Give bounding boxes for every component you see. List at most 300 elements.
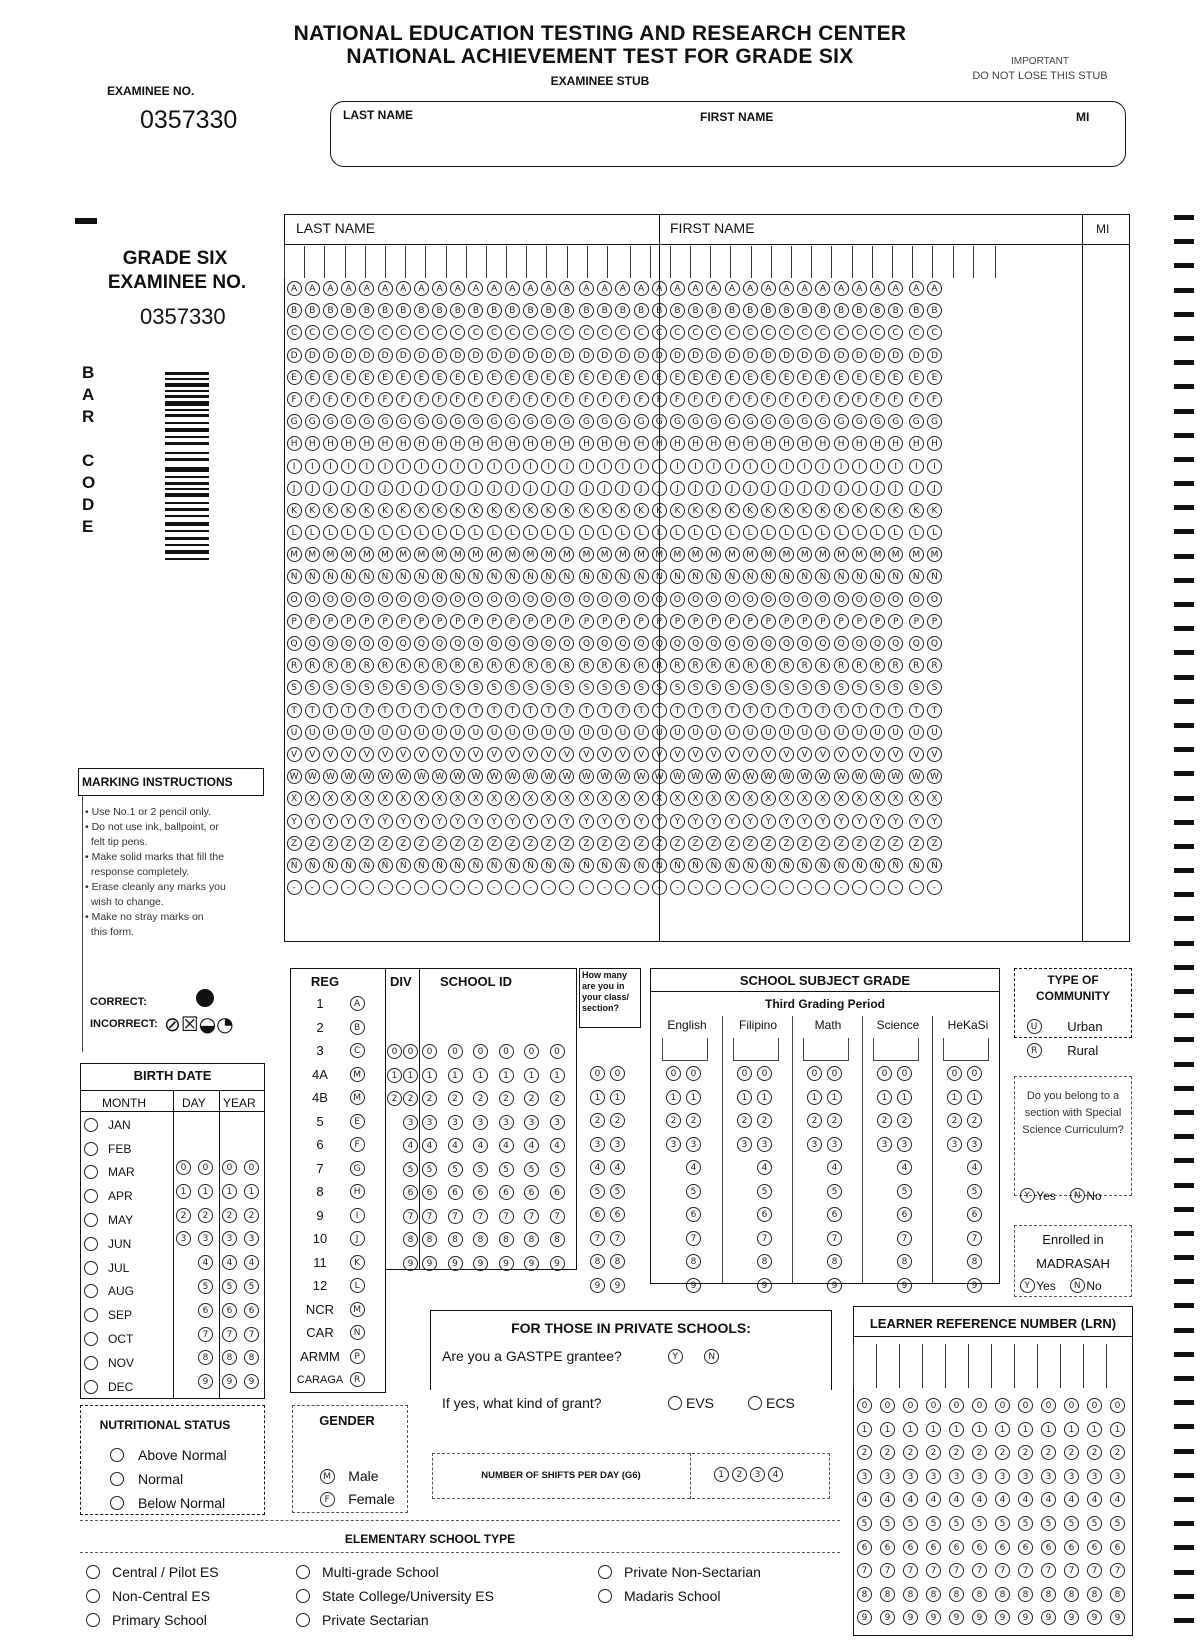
- school-type-bubble[interactable]: [86, 1589, 100, 1603]
- name-bubble[interactable]: N: [597, 569, 612, 584]
- name-bubble[interactable]: O: [559, 592, 574, 607]
- name-bubble[interactable]: V: [468, 747, 483, 762]
- name-bubble[interactable]: E: [652, 370, 667, 385]
- name-bubble[interactable]: G: [359, 414, 374, 429]
- name-bubble[interactable]: V: [634, 747, 649, 762]
- name-bubble[interactable]: P: [579, 614, 594, 629]
- lrn-bubble[interactable]: 6: [1087, 1540, 1102, 1555]
- name-bubble[interactable]: R: [341, 658, 356, 673]
- lrn-bubble[interactable]: 5: [1064, 1516, 1079, 1531]
- name-bubble[interactable]: S: [341, 680, 356, 695]
- name-bubble[interactable]: E: [688, 370, 703, 385]
- name-bubble[interactable]: A: [559, 281, 574, 296]
- name-bubble[interactable]: M: [927, 547, 942, 562]
- school-type-bubble[interactable]: [296, 1613, 310, 1627]
- day-bubble[interactable]: 0: [198, 1160, 213, 1175]
- year-bubble[interactable]: 8: [244, 1350, 259, 1365]
- name-bubble[interactable]: S: [414, 680, 429, 695]
- name-bubble[interactable]: O: [761, 592, 776, 607]
- div-bubble[interactable]: 4: [403, 1138, 418, 1153]
- name-bubble[interactable]: D: [834, 348, 849, 363]
- name-bubble[interactable]: K: [378, 503, 393, 518]
- name-bubble[interactable]: M: [287, 547, 302, 562]
- name-bubble[interactable]: F: [688, 392, 703, 407]
- grade-bubble[interactable]: 4: [827, 1160, 842, 1175]
- region-bubble[interactable]: F: [350, 1137, 365, 1152]
- name-bubble[interactable]: K: [688, 503, 703, 518]
- name-bubble[interactable]: G: [834, 414, 849, 429]
- name-bubble-row[interactable]: [285, 459, 944, 481]
- school-id-bubble[interactable]: 3: [422, 1115, 437, 1130]
- name-bubble[interactable]: C: [761, 325, 776, 340]
- school-type-col1[interactable]: [86, 1560, 219, 1632]
- name-bubble[interactable]: A: [597, 281, 612, 296]
- name-bubble[interactable]: Y: [834, 814, 849, 829]
- name-bubble[interactable]: -: [797, 880, 812, 895]
- name-bubble[interactable]: Y: [378, 814, 393, 829]
- name-bubble[interactable]: E: [927, 370, 942, 385]
- name-bubble[interactable]: R: [909, 658, 924, 673]
- name-bubble[interactable]: Y: [450, 814, 465, 829]
- name-bubble[interactable]: Ñ: [670, 858, 685, 873]
- name-bubble[interactable]: H: [834, 436, 849, 451]
- name-bubble[interactable]: A: [852, 281, 867, 296]
- name-bubble[interactable]: O: [688, 592, 703, 607]
- div-bubble[interactable]: 2: [387, 1091, 402, 1106]
- name-bubble[interactable]: C: [852, 325, 867, 340]
- shift-bubble[interactable]: 4: [768, 1467, 783, 1482]
- name-bubble[interactable]: G: [468, 414, 483, 429]
- lrn-bubble[interactable]: 3: [1041, 1469, 1056, 1484]
- name-bubble[interactable]: S: [305, 680, 320, 695]
- name-bubble[interactable]: I: [870, 459, 885, 474]
- grade-bubble[interactable]: 8: [757, 1254, 772, 1269]
- lrn-bubble[interactable]: 7: [903, 1563, 918, 1578]
- school-id-bubble[interactable]: 5: [550, 1162, 565, 1177]
- name-bubble[interactable]: Q: [615, 636, 630, 651]
- name-bubble[interactable]: S: [797, 680, 812, 695]
- name-bubble[interactable]: P: [725, 614, 740, 629]
- name-bubble[interactable]: I: [706, 459, 721, 474]
- name-bubble[interactable]: T: [579, 703, 594, 718]
- name-bubble[interactable]: W: [541, 769, 556, 784]
- school-id-bubble[interactable]: 5: [524, 1162, 539, 1177]
- lrn-bubble[interactable]: 4: [857, 1492, 872, 1507]
- name-bubble[interactable]: Ñ: [652, 858, 667, 873]
- name-bubble[interactable]: P: [927, 614, 942, 629]
- name-bubble[interactable]: I: [927, 459, 942, 474]
- name-bubble[interactable]: A: [927, 281, 942, 296]
- name-bubble[interactable]: F: [505, 392, 520, 407]
- name-bubble[interactable]: V: [870, 747, 885, 762]
- name-write-cell[interactable]: [630, 246, 650, 278]
- name-bubble[interactable]: -: [743, 880, 758, 895]
- name-bubble[interactable]: Q: [725, 636, 740, 651]
- name-bubble[interactable]: D: [870, 348, 885, 363]
- grade-bubble[interactable]: 3: [757, 1137, 772, 1152]
- grade-bubble[interactable]: 4: [686, 1160, 701, 1175]
- name-bubble[interactable]: K: [505, 503, 520, 518]
- name-bubble[interactable]: W: [305, 769, 320, 784]
- name-bubble[interactable]: M: [305, 547, 320, 562]
- name-bubble[interactable]: -: [287, 880, 302, 895]
- name-bubble[interactable]: C: [468, 325, 483, 340]
- name-write-cell[interactable]: [324, 246, 344, 278]
- name-bubble[interactable]: A: [652, 281, 667, 296]
- name-bubble[interactable]: A: [414, 281, 429, 296]
- name-bubble[interactable]: K: [323, 503, 338, 518]
- lrn-write-cell[interactable]: [991, 1344, 1014, 1388]
- name-bubble[interactable]: L: [888, 525, 903, 540]
- name-bubble[interactable]: A: [378, 281, 393, 296]
- name-bubble[interactable]: Z: [359, 836, 374, 851]
- name-bubble[interactable]: V: [505, 747, 520, 762]
- name-bubble[interactable]: Ñ: [323, 858, 338, 873]
- name-bubble[interactable]: R: [815, 658, 830, 673]
- region-option[interactable]: [292, 1133, 366, 1157]
- region-bubble[interactable]: N: [350, 1325, 365, 1340]
- madrasah-yes-bubble[interactable]: Y: [1020, 1278, 1035, 1293]
- name-bubble[interactable]: O: [487, 592, 502, 607]
- name-bubble[interactable]: Y: [541, 814, 556, 829]
- name-bubble[interactable]: H: [450, 436, 465, 451]
- name-bubble[interactable]: F: [523, 392, 538, 407]
- grade-bubble[interactable]: 8: [827, 1254, 842, 1269]
- lrn-bubble[interactable]: 7: [972, 1563, 987, 1578]
- name-bubble[interactable]: L: [870, 525, 885, 540]
- lrn-bubble[interactable]: 1: [1018, 1422, 1033, 1437]
- name-bubble[interactable]: T: [341, 703, 356, 718]
- name-bubble[interactable]: Z: [688, 836, 703, 851]
- name-bubble[interactable]: C: [359, 325, 374, 340]
- name-bubble[interactable]: V: [688, 747, 703, 762]
- grade-bubble[interactable]: 5: [897, 1184, 912, 1199]
- month-option[interactable]: [84, 1375, 135, 1399]
- name-bubble[interactable]: V: [852, 747, 867, 762]
- name-bubble[interactable]: O: [634, 592, 649, 607]
- name-bubble[interactable]: Q: [870, 636, 885, 651]
- name-write-cell[interactable]: [446, 246, 466, 278]
- name-bubble-row[interactable]: [285, 791, 944, 813]
- month-option[interactable]: [84, 1327, 135, 1351]
- lrn-bubble[interactable]: 1: [1110, 1422, 1125, 1437]
- name-write-cell[interactable]: [791, 246, 811, 278]
- name-bubble[interactable]: G: [450, 414, 465, 429]
- school-type-bubble[interactable]: [86, 1565, 100, 1579]
- name-bubble[interactable]: D: [305, 348, 320, 363]
- lrn-bubble[interactable]: 3: [1110, 1469, 1125, 1484]
- name-bubble[interactable]: M: [559, 547, 574, 562]
- name-bubble[interactable]: Y: [468, 814, 483, 829]
- name-write-cell[interactable]: [690, 246, 710, 278]
- name-bubble[interactable]: P: [341, 614, 356, 629]
- class-size-bubble[interactable]: 7: [590, 1231, 605, 1246]
- name-bubble[interactable]: I: [323, 459, 338, 474]
- name-bubble[interactable]: Ñ: [870, 858, 885, 873]
- name-bubble[interactable]: W: [396, 769, 411, 784]
- name-bubble[interactable]: J: [634, 481, 649, 496]
- name-bubble[interactable]: Z: [559, 836, 574, 851]
- name-bubble[interactable]: Z: [743, 836, 758, 851]
- name-bubble[interactable]: Q: [779, 636, 794, 651]
- name-bubble[interactable]: Ñ: [559, 858, 574, 873]
- subject-write-box[interactable]: [803, 1038, 849, 1061]
- name-bubble[interactable]: A: [779, 281, 794, 296]
- name-bubble[interactable]: B: [670, 303, 685, 318]
- name-bubble[interactable]: J: [468, 481, 483, 496]
- name-bubble[interactable]: D: [615, 348, 630, 363]
- name-bubble[interactable]: G: [743, 414, 758, 429]
- lrn-bubble[interactable]: 8: [1018, 1587, 1033, 1602]
- name-bubble[interactable]: C: [725, 325, 740, 340]
- name-bubble[interactable]: M: [888, 547, 903, 562]
- lrn-bubble[interactable]: 7: [995, 1563, 1010, 1578]
- name-bubble[interactable]: E: [670, 370, 685, 385]
- name-bubble[interactable]: D: [652, 348, 667, 363]
- school-id-bubble[interactable]: 9: [524, 1256, 539, 1271]
- month-bubble[interactable]: [84, 1118, 98, 1132]
- name-bubble[interactable]: D: [761, 348, 776, 363]
- name-bubble[interactable]: R: [378, 658, 393, 673]
- region-option[interactable]: [292, 1157, 366, 1181]
- grade-bubble[interactable]: 6: [897, 1207, 912, 1222]
- name-bubble[interactable]: -: [359, 880, 374, 895]
- name-bubble[interactable]: N: [852, 569, 867, 584]
- name-bubble[interactable]: I: [779, 459, 794, 474]
- region-option[interactable]: [292, 1110, 366, 1134]
- name-bubble[interactable]: V: [927, 747, 942, 762]
- name-bubble[interactable]: Ñ: [341, 858, 356, 873]
- name-bubble[interactable]: N: [927, 569, 942, 584]
- name-bubble[interactable]: D: [597, 348, 612, 363]
- name-bubble[interactable]: -: [909, 880, 924, 895]
- region-option[interactable]: [292, 1298, 366, 1322]
- name-bubble[interactable]: V: [761, 747, 776, 762]
- name-bubble[interactable]: S: [634, 680, 649, 695]
- lrn-bubble[interactable]: 7: [880, 1563, 895, 1578]
- class-size-bubble[interactable]: 8: [610, 1254, 625, 1269]
- name-bubble[interactable]: Ñ: [743, 858, 758, 873]
- name-bubble[interactable]: C: [378, 325, 393, 340]
- class-size-bubble[interactable]: 0: [590, 1066, 605, 1081]
- name-bubble[interactable]: B: [559, 303, 574, 318]
- subject-write-box[interactable]: [873, 1038, 919, 1061]
- name-bubble[interactable]: -: [852, 880, 867, 895]
- name-bubble[interactable]: H: [414, 436, 429, 451]
- name-bubble[interactable]: D: [634, 348, 649, 363]
- name-bubble[interactable]: W: [378, 769, 393, 784]
- name-bubble[interactable]: U: [725, 725, 740, 740]
- year-bubble[interactable]: 9: [244, 1374, 259, 1389]
- class-size-bubble[interactable]: 1: [610, 1090, 625, 1105]
- name-bubble[interactable]: H: [487, 436, 502, 451]
- name-bubble[interactable]: U: [523, 725, 538, 740]
- grade-bubble[interactable]: 1: [967, 1090, 982, 1105]
- name-bubble[interactable]: C: [559, 325, 574, 340]
- name-bubble[interactable]: I: [634, 459, 649, 474]
- lrn-bubble[interactable]: 6: [1041, 1540, 1056, 1555]
- name-bubble[interactable]: M: [797, 547, 812, 562]
- name-bubble[interactable]: Y: [706, 814, 721, 829]
- name-bubble[interactable]: E: [505, 370, 520, 385]
- school-id-bubble[interactable]: 4: [422, 1138, 437, 1153]
- name-bubble[interactable]: M: [688, 547, 703, 562]
- region-option[interactable]: [292, 1227, 366, 1251]
- name-bubble[interactable]: F: [597, 392, 612, 407]
- name-bubble-row[interactable]: [285, 503, 944, 525]
- school-id-bubble[interactable]: 5: [473, 1162, 488, 1177]
- year-bubble[interactable]: 5: [222, 1279, 237, 1294]
- name-bubble[interactable]: T: [779, 703, 794, 718]
- name-bubble[interactable]: Y: [743, 814, 758, 829]
- name-bubble[interactable]: U: [579, 725, 594, 740]
- school-id-bubble[interactable]: 6: [550, 1185, 565, 1200]
- day-bubble[interactable]: 0: [176, 1160, 191, 1175]
- name-bubble[interactable]: Q: [688, 636, 703, 651]
- school-type-col3[interactable]: [598, 1560, 761, 1608]
- name-bubble[interactable]: A: [870, 281, 885, 296]
- name-bubble[interactable]: P: [909, 614, 924, 629]
- name-bubble[interactable]: J: [797, 481, 812, 496]
- name-bubble[interactable]: L: [725, 525, 740, 540]
- name-bubble[interactable]: T: [359, 703, 374, 718]
- school-id-bubble[interactable]: 0: [550, 1044, 565, 1059]
- name-bubble[interactable]: -: [688, 880, 703, 895]
- lrn-bubble[interactable]: 9: [1087, 1610, 1102, 1625]
- name-bubble[interactable]: U: [305, 725, 320, 740]
- name-bubble[interactable]: T: [468, 703, 483, 718]
- name-write-cell[interactable]: [385, 246, 405, 278]
- name-bubble[interactable]: D: [579, 348, 594, 363]
- school-type-option[interactable]: [296, 1584, 494, 1608]
- name-bubble[interactable]: A: [688, 281, 703, 296]
- school-type-option[interactable]: [296, 1560, 494, 1584]
- name-bubble[interactable]: Q: [652, 636, 667, 651]
- name-bubble[interactable]: N: [670, 569, 685, 584]
- name-bubble[interactable]: L: [287, 525, 302, 540]
- grade-bubble[interactable]: 2: [757, 1113, 772, 1128]
- name-bubble[interactable]: U: [414, 725, 429, 740]
- name-bubble[interactable]: O: [396, 592, 411, 607]
- name-bubble[interactable]: O: [541, 592, 556, 607]
- name-bubble[interactable]: F: [909, 392, 924, 407]
- name-bubble[interactable]: D: [688, 348, 703, 363]
- name-bubble[interactable]: V: [597, 747, 612, 762]
- name-bubble[interactable]: A: [579, 281, 594, 296]
- name-bubble[interactable]: J: [359, 481, 374, 496]
- name-bubble[interactable]: V: [450, 747, 465, 762]
- grade-bubble[interactable]: 1: [947, 1090, 962, 1105]
- name-bubble[interactable]: S: [541, 680, 556, 695]
- name-bubble[interactable]: G: [779, 414, 794, 429]
- name-bubble-row[interactable]: [285, 747, 944, 769]
- name-bubble[interactable]: J: [927, 481, 942, 496]
- name-bubble[interactable]: H: [779, 436, 794, 451]
- name-bubble[interactable]: W: [852, 769, 867, 784]
- lrn-bubble[interactable]: 8: [926, 1587, 941, 1602]
- name-bubble[interactable]: K: [414, 503, 429, 518]
- name-bubble-row[interactable]: [285, 569, 944, 591]
- name-bubble[interactable]: L: [597, 525, 612, 540]
- school-id-bubble[interactable]: 9: [473, 1256, 488, 1271]
- name-bubble[interactable]: O: [579, 592, 594, 607]
- name-bubble[interactable]: O: [834, 592, 849, 607]
- name-bubble[interactable]: L: [305, 525, 320, 540]
- name-bubble[interactable]: N: [779, 569, 794, 584]
- region-bubble[interactable]: R: [350, 1372, 365, 1387]
- name-bubble[interactable]: N: [487, 569, 502, 584]
- name-bubble[interactable]: Q: [797, 636, 812, 651]
- name-bubble[interactable]: Q: [468, 636, 483, 651]
- name-bubble[interactable]: -: [341, 880, 356, 895]
- lrn-bubble[interactable]: 0: [1041, 1398, 1056, 1413]
- region-option[interactable]: [292, 1251, 366, 1275]
- lrn-bubble[interactable]: 1: [1041, 1422, 1056, 1437]
- lrn-bubble[interactable]: 5: [995, 1516, 1010, 1531]
- school-type-bubble[interactable]: [598, 1565, 612, 1579]
- name-bubble[interactable]: R: [779, 658, 794, 673]
- lrn-bubble[interactable]: 2: [1018, 1445, 1033, 1460]
- name-bubble[interactable]: X: [432, 791, 447, 806]
- name-bubble[interactable]: W: [597, 769, 612, 784]
- name-bubble[interactable]: M: [870, 547, 885, 562]
- name-bubble[interactable]: M: [378, 547, 393, 562]
- name-bubble[interactable]: C: [670, 325, 685, 340]
- month-option[interactable]: [84, 1280, 135, 1304]
- name-bubble[interactable]: C: [706, 325, 721, 340]
- lrn-bubble[interactable]: 5: [972, 1516, 987, 1531]
- name-bubble[interactable]: U: [323, 725, 338, 740]
- month-bubble[interactable]: [84, 1213, 98, 1227]
- name-bubble[interactable]: M: [359, 547, 374, 562]
- name-bubble[interactable]: C: [450, 325, 465, 340]
- name-bubble[interactable]: F: [305, 392, 320, 407]
- name-bubble[interactable]: A: [305, 281, 320, 296]
- grade-bubble[interactable]: 8: [686, 1254, 701, 1269]
- grade-bubble[interactable]: 2: [686, 1113, 701, 1128]
- name-bubble[interactable]: E: [378, 370, 393, 385]
- name-bubble[interactable]: C: [523, 325, 538, 340]
- name-write-cell[interactable]: [872, 246, 892, 278]
- name-bubble[interactable]: L: [359, 525, 374, 540]
- name-bubble[interactable]: H: [706, 436, 721, 451]
- class-size-bubble[interactable]: 4: [590, 1160, 605, 1175]
- name-bubble[interactable]: -: [870, 880, 885, 895]
- name-bubble[interactable]: T: [541, 703, 556, 718]
- name-bubble[interactable]: I: [761, 459, 776, 474]
- name-bubble[interactable]: Y: [505, 814, 520, 829]
- name-bubble[interactable]: G: [287, 414, 302, 429]
- name-bubble[interactable]: K: [559, 503, 574, 518]
- name-bubble[interactable]: T: [432, 703, 447, 718]
- name-bubble-row[interactable]: [285, 614, 944, 636]
- name-bubble-row[interactable]: [285, 636, 944, 658]
- name-bubble[interactable]: S: [688, 680, 703, 695]
- name-bubble[interactable]: Q: [761, 636, 776, 651]
- name-bubble[interactable]: Ñ: [615, 858, 630, 873]
- grade-bubble[interactable]: 7: [686, 1231, 701, 1246]
- name-bubble[interactable]: F: [432, 392, 447, 407]
- lrn-bubble[interactable]: 3: [1087, 1469, 1102, 1484]
- name-bubble[interactable]: L: [615, 525, 630, 540]
- nutrition-option[interactable]: [110, 1491, 227, 1515]
- name-bubble[interactable]: X: [359, 791, 374, 806]
- grade-bubble[interactable]: 8: [897, 1254, 912, 1269]
- name-bubble[interactable]: E: [725, 370, 740, 385]
- name-bubble-row[interactable]: [285, 703, 944, 725]
- rural-option[interactable]: [1025, 1043, 1098, 1058]
- name-bubble[interactable]: E: [909, 370, 924, 385]
